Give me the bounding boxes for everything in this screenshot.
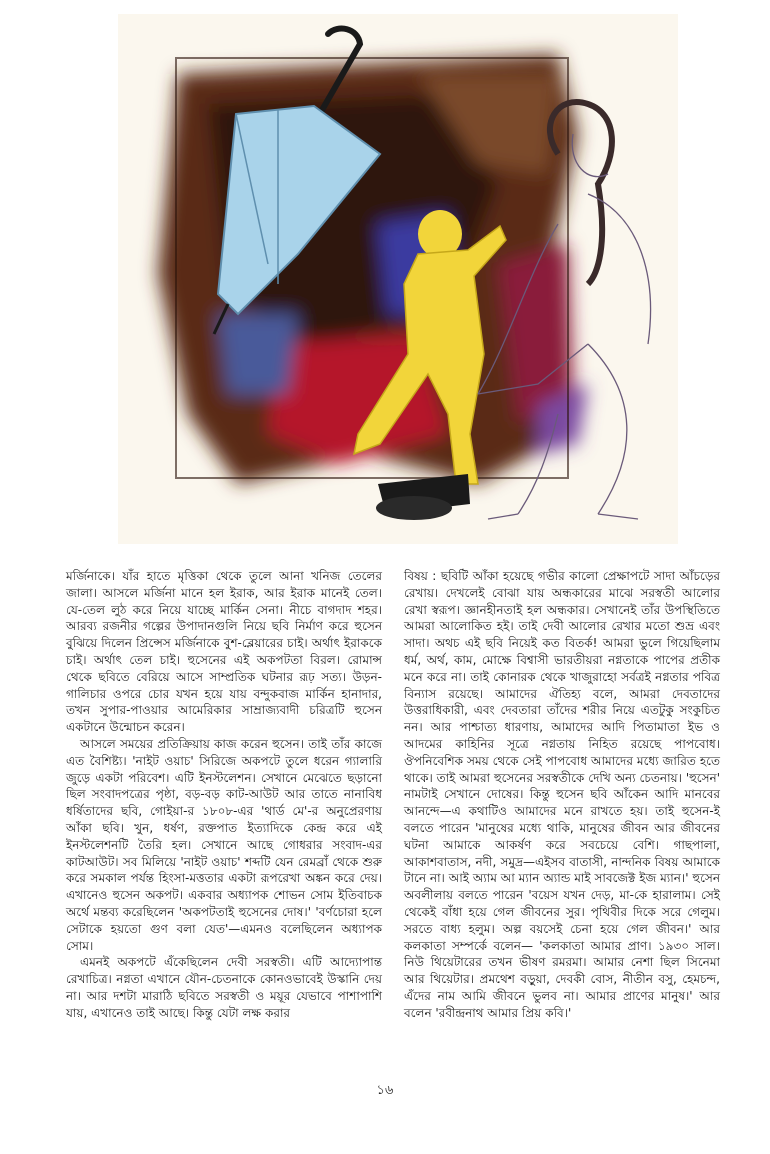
paragraph: বিষয় : ছবিটি আঁকা হয়েছে গভীর কালো প্রেক্ষাপটে সাদা আঁচড়ের রেখায়। দেখলেই বোঝা যায় অন্ধকারের মাঝে সরস্বতী আলোর রেখা স্বরূপ। জ্ঞানহীনতাই হল অন্ধকার। সেখানেই তাঁর উপস্থিতিতে আমরা আলোকিত হই। তাই দেবী আলোর রেখার মতো শুভ্র এবং সাদা। অথচ এই ছবি নিয়েই কত বিতর্ক! আমরা ভুলে গিয়েছিলাম ধর্ম, অর্থ, কাম, মোক্ষে বিশ্বাসী ভারতীয়রা নগ্নতাকে পাপের প্রতীক মনে করে না। তাই কোনারক থেকে খাজুরাহো সর্বত্রই নগ্নতার পবিত্র বিন্যাস রয়েছে। আমাদের ঐতিহ্য বলে, আমরা দেবতাদের উত্তরাধিকারী, এবং দেবতারা তাঁদের শরীর নিয়ে এতটুকু সংকুচিত নন। আর পাশ্চাত্য ধারণায়, আমাদের আদি পিতামাতা ইভ ও আদমের কাহিনির সূত্রে নগ্নতায় নিহিত রয়েছে পাপবোধ। ঔপনিবেশিক সময় থেকে সেই পাপবোধ আমাদের মধ্যে জারিত হতে থাকে। তাই আমরা হুসেনের সরস্বতীকে দেখি অন্য চেতনায়। 'হুসেন' নামটাই সেখানে দোষের। কিন্তু হুসেন ছবি আঁকেন আদি মানবের আনন্দে—এ কথাটিও আমাদের মনে রাখতে হয়। তাই হুসেন-ই বলতে পারেন 'মানুষের মধ্যে থাকি, মানুষের জীবন আর জীবনের ঘটনা আমাকে আকর্ষণ করে সবচেয়ে বেশি। গাছপালা, আকাশবাতাস, নদী, সমুদ্র—এইসব বাতাসী, নান্দনিক বিষয় আমাকে টানে না। আই অ্যাম আ ম্যান অ্যান্ড মাই সাবজেক্ট ইজ ম্যান।' হুসেন অবলীলায় বলতে পারেন 'বয়েস যখন দেড়, মা-কে হারালাম। সেই থেকেই বাঁধা হয়ে গেল জীবনের সুর। পৃথিবীর দিকে সরে গেলুম। সরতে বাধ্য হলুম। অল্প বয়সেই চেনা হয়ে গেল জীবন।' আর কলকাতা সম্পর্কে বলেন— 'কলকাতা আমার প্রাণ। ১৯৩০ সাল। নিউ থিয়েটারের তখন ভীষণ রমরমা। আমার নেশা ছিল সিনেমা আর থিয়েটার। প্রমথেশ বড়ুয়া, দেবকী বোস, নীতীন বসু, হেমচন্দ, এঁদের নাম আমি জীবনে ভুলব না। আমার প্রাণের মানুষ।' আর বলেন 'রবীন্দ্রনাথ আমার প্রিয় কবি।' (404, 569, 720, 1020)
painting-illustration (118, 14, 678, 544)
page-number: ১৬ (376, 1083, 394, 1098)
paragraph: এমনই অকপটে এঁকেছিলেন দেবী সরস্বতী। এটি আদ্যোপান্ত রেখাচিত্র। নগ্নতা এখানে যৌন-চেতনাকে কোনওভাবেই উস্কানি দেয় না। আর দশটা মারাঠি ছবিতে সরস্বতী ও ময়ূর যেভাবে পাশাপাশি যায়, এখানেও তাই আছে। কিন্তু যেটা লক্ষ করার (66, 955, 382, 1020)
right-text-column (404, 568, 720, 1022)
paragraph: আসলে সময়ের প্রতিক্রিয়ায় কাজ করেন হুসেন। তাই তাঁর কাজে এত বৈশিষ্ট্য। 'নাইট ওয়াচ' সিরিজে অকপটে তুলে ধরেন গ্যালারি জুড়ে একটা পরিবেশ। এটি ইনস্টলেশন। সেখানে মেঝেতে ছড়ানো ছিল সংবাদপত্রের পৃষ্ঠা, বড়-বড় কাট-আউট আর তাতে নানাবিধ ধর্ষিতাদের ছবি, গোইয়া-র ১৮০৮-এর 'থার্ড মে'-র অনুপ্রেরণায় আঁকা ছবি। খুন, ধর্ষণ, রক্তপাত ইত্যাদিকে কেন্দ্র করে এই ইনস্টলেশনটি তৈরি হল। সেখানে আছে গোধরার সংবাদ-এর কাটআউট। সব মিলিয়ে 'নাইট ওয়াচ' শব্দটি যেন রেমব্রাঁ থেকে শুরু করে সমকাল পর্যন্ত হিংসা-মত্ততার একটা রূপরেখা অঙ্কন করে দেয়। এখানেও হুসেন অকপট। একবার অধ্যাপক শোভন সোম ইতিবাচক অর্থে মন্তব্য করেছিলেন 'অকপটতাই হুসেনের দোষ।' 'বর্ণচোরা হলে সেটাকে হয়তো গুণ বলা যেত'—এমনও বলেছিলেন অধ্যাপক সোম। (66, 736, 382, 953)
left-text-column (66, 568, 382, 1022)
paragraph: মর্জিনাকে। যাঁর হাতে মৃত্তিকা থেকে তুলে আনা খনিজ তেলের জালা। আসলে মর্জিনা মানে হল ইরাক, আর ইরাক মানেই তেল। যে-তেল লুঠ করে নিয়ে যাচ্ছে মার্কিন সেনা। নীচে বাগদাদ শহর। আরব্য রজনীর গল্পের উপাদানগুলি নিয়ে ছবি নির্মাণ করে হুসেন বুঝিয়ে দিলেন প্রিন্সেস মর্জিনাকে বুশ-ব্লেয়ারের চাই। অর্থাৎ ইরাককে চাই। অর্থাৎ তেল চাই। হুসেনের এই অকপটতা বিরল। রোমান্স থেকে ছবিতে বেরিয়ে আসে সাম্প্রতিক ঘটনার রূঢ় সত্য। উড়ন-গালিচার ওপরে চোর যখন হয়ে যায় বন্দুকবাজ মার্কিন হানাদার, তখন সুপার-পাওয়ার আমেরিকার সাম্রাজ্যবাদী চরিত্রটি হুসেন একটানে উন্মোচন করেন। (66, 569, 382, 735)
